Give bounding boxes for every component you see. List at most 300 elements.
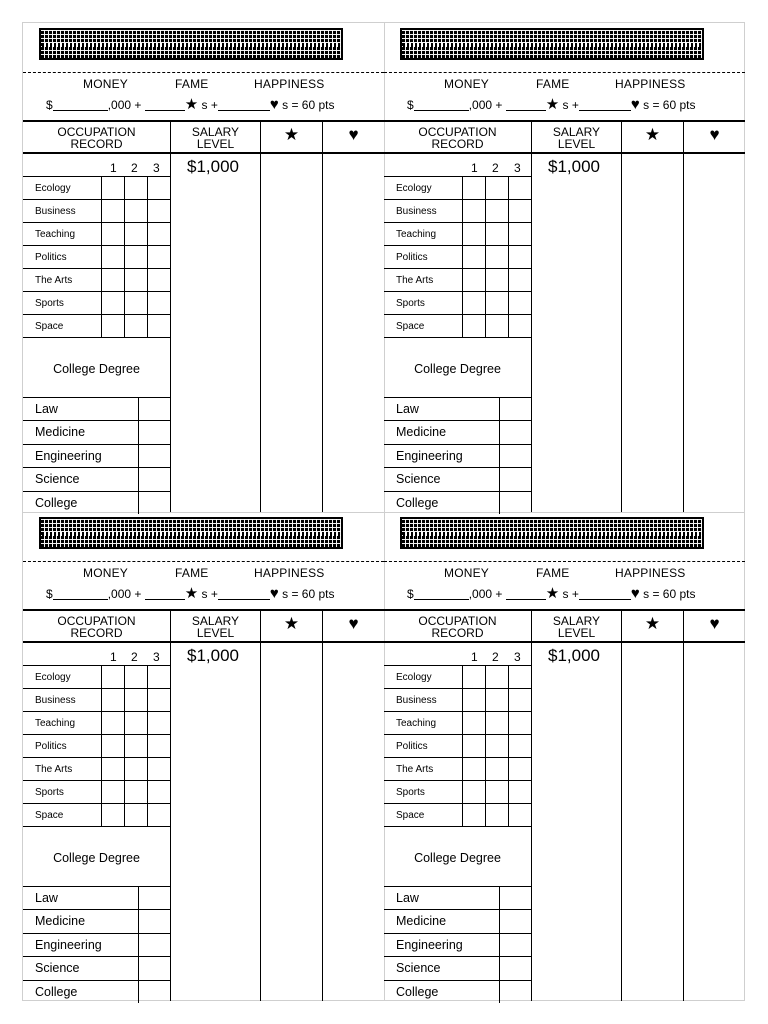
degree-row [23, 956, 170, 979]
degree-checkbox[interactable] [499, 981, 531, 1003]
star-column-header [621, 611, 683, 641]
occupation-row [384, 268, 531, 291]
experience-box-1[interactable] [462, 292, 485, 314]
degree-row [384, 491, 531, 514]
experience-box-2[interactable] [485, 315, 508, 337]
experience-box-1[interactable] [101, 689, 124, 711]
experience-box-1[interactable] [462, 735, 485, 757]
occupation-row [384, 222, 531, 245]
title-pattern-banner [400, 28, 704, 60]
fame-blank-field[interactable] [506, 99, 546, 111]
degree-row [384, 397, 531, 420]
table-body [23, 643, 384, 1001]
experience-box-2[interactable] [124, 758, 147, 780]
experience-box-2[interactable] [485, 246, 508, 268]
degree-name: College [396, 984, 439, 999]
degree-table [384, 397, 531, 514]
table-header-row [23, 120, 384, 154]
experience-box-3[interactable] [147, 246, 170, 268]
experience-box-3[interactable] [147, 315, 170, 337]
heart-icon: ♥ [709, 125, 720, 144]
occupation-name: Space [35, 810, 64, 821]
degree-row [384, 444, 531, 467]
occupation-name: Teaching [396, 718, 437, 729]
column-divider [621, 154, 622, 512]
experience-box-3[interactable] [508, 735, 531, 757]
experience-box-1[interactable] [462, 200, 485, 222]
occupation-name: The Arts [396, 764, 434, 775]
table-body [23, 154, 384, 512]
degree-name: Engineering [35, 448, 102, 463]
formula-heart-suffix: s = 60 pts [643, 98, 696, 112]
formula-money-suffix: ,000 + [107, 587, 142, 601]
experience-box-3[interactable] [508, 246, 531, 268]
college-degree-label: College Degree [53, 362, 140, 376]
column-number: 1 [110, 161, 117, 175]
experience-box-2[interactable] [124, 781, 147, 803]
occupation-row [384, 314, 531, 337]
occupation-row [384, 291, 531, 314]
experience-box-3[interactable] [147, 200, 170, 222]
formula-money-suffix: ,000 + [468, 98, 503, 112]
salary-level-label: SALARY LEVEL [191, 614, 240, 640]
money-blank-field[interactable] [414, 588, 469, 600]
heart-icon: ♥ [630, 96, 640, 113]
column-divider [322, 643, 323, 1001]
fame-label: FAME [536, 566, 570, 580]
occupation-row [23, 688, 170, 711]
degree-row [23, 909, 170, 932]
degree-name: Law [396, 891, 419, 905]
occupation-table-bottom-border [384, 826, 531, 827]
happiness-blank-field[interactable] [579, 588, 631, 600]
occupation-name: Space [396, 321, 425, 332]
degree-checkbox[interactable] [499, 421, 531, 443]
heart-icon: ♥ [269, 585, 279, 602]
experience-box-2[interactable] [124, 804, 147, 826]
degree-row [384, 886, 531, 909]
experience-box-3[interactable] [508, 223, 531, 245]
formula-dollar: $ [407, 587, 414, 601]
column-divider [531, 154, 532, 512]
column-number: 2 [131, 650, 138, 664]
degree-row [23, 397, 170, 420]
degree-name: Engineering [396, 937, 463, 952]
degree-name: Medicine [35, 914, 86, 929]
experience-box-3[interactable] [147, 223, 170, 245]
occupation-table-bottom-border [23, 337, 170, 338]
experience-box-2[interactable] [485, 269, 508, 291]
experience-box-3[interactable] [147, 758, 170, 780]
star-icon: ★ [283, 125, 300, 144]
experience-box-1[interactable] [101, 735, 124, 757]
experience-box-1[interactable] [101, 315, 124, 337]
fame-blank-field[interactable] [506, 588, 546, 600]
degree-name: College [396, 495, 439, 510]
degree-name: Law [396, 402, 419, 416]
fame-blank-field[interactable] [145, 99, 185, 111]
experience-box-1[interactable] [101, 804, 124, 826]
degree-row [23, 467, 170, 490]
experience-box-1[interactable] [462, 223, 485, 245]
success-formula [46, 95, 335, 113]
occupation-row [23, 803, 170, 826]
experience-box-2[interactable] [124, 200, 147, 222]
formula-dollar: $ [46, 98, 53, 112]
degree-name: Science [35, 961, 80, 976]
degree-checkbox[interactable] [499, 910, 531, 932]
star-icon: ★ [644, 125, 661, 144]
occupation-name: Business [396, 695, 437, 706]
experience-box-2[interactable] [124, 246, 147, 268]
experience-box-1[interactable] [101, 292, 124, 314]
happiness-blank-field[interactable] [218, 99, 270, 111]
occupation-name: Politics [35, 741, 67, 752]
salary-value: $1,000 [548, 157, 600, 176]
column-divider [170, 643, 171, 1001]
occupation-name: Politics [35, 252, 67, 263]
experience-box-3[interactable] [147, 781, 170, 803]
heart-icon: ♥ [269, 96, 279, 113]
salary-value: $1,000 [187, 157, 239, 176]
salary-level-label: SALARY LEVEL [552, 614, 601, 640]
formula-dollar: $ [407, 98, 414, 112]
occupation-name: Business [35, 206, 76, 217]
occupation-name: The Arts [35, 275, 73, 286]
degree-checkbox[interactable] [138, 910, 170, 932]
experience-box-1[interactable] [101, 758, 124, 780]
experience-box-1[interactable] [462, 269, 485, 291]
column-number: 2 [131, 161, 138, 175]
occupation-name: Ecology [396, 183, 432, 194]
column-divider [531, 643, 532, 1001]
table-body [384, 643, 745, 1001]
degree-name: College [35, 984, 78, 999]
salary-value: $1,000 [187, 646, 239, 665]
occupation-row [384, 199, 531, 222]
column-divider [322, 154, 323, 512]
occupation-name: Sports [396, 298, 425, 309]
experience-box-2[interactable] [485, 666, 508, 688]
occupation-row [384, 245, 531, 268]
money-label: MONEY [83, 77, 129, 91]
experience-box-1[interactable] [462, 177, 485, 199]
degree-checkbox[interactable] [499, 445, 531, 467]
formula-star-suffix: s + [201, 587, 218, 601]
occupation-row [23, 757, 170, 780]
experience-box-3[interactable] [147, 689, 170, 711]
column-number: 3 [153, 650, 160, 664]
experience-box-1[interactable] [462, 712, 485, 734]
star-icon: ★ [644, 614, 661, 633]
degree-checkbox[interactable] [138, 957, 170, 979]
experience-box-3[interactable] [508, 689, 531, 711]
heart-icon: ♥ [709, 614, 720, 633]
formula-star-suffix: s + [562, 98, 579, 112]
experience-box-3[interactable] [147, 804, 170, 826]
occupation-name: Sports [396, 787, 425, 798]
degree-row [384, 980, 531, 1003]
column-number: 1 [471, 161, 478, 175]
degree-checkbox[interactable] [499, 934, 531, 956]
experience-box-2[interactable] [124, 223, 147, 245]
degree-checkbox[interactable] [138, 468, 170, 490]
heart-icon: ♥ [348, 614, 359, 633]
cut-line-divider [384, 72, 745, 73]
degree-checkbox[interactable] [138, 981, 170, 1003]
star-column-header [260, 611, 322, 641]
degree-table [23, 886, 170, 1003]
occupation-name: The Arts [396, 275, 434, 286]
money-label: MONEY [444, 77, 490, 91]
column-number: 3 [514, 161, 521, 175]
table-body [384, 154, 745, 512]
salary-level-header [170, 611, 260, 641]
heart-column-header [683, 122, 745, 152]
heart-icon: ♥ [630, 585, 640, 602]
experience-box-2[interactable] [124, 735, 147, 757]
experience-box-1[interactable] [462, 246, 485, 268]
occupation-name: The Arts [35, 764, 73, 775]
experience-box-1[interactable] [101, 177, 124, 199]
occupation-record-label: OCCUPATION RECORD [418, 125, 497, 151]
cut-line-divider [23, 561, 384, 562]
experience-box-2[interactable] [485, 292, 508, 314]
degree-checkbox[interactable] [499, 957, 531, 979]
salary-value: $1,000 [548, 646, 600, 665]
money-blank-field[interactable] [53, 99, 108, 111]
experience-box-1[interactable] [462, 781, 485, 803]
salary-level-label: SALARY LEVEL [552, 125, 601, 151]
degree-checkbox[interactable] [499, 887, 531, 909]
experience-box-2[interactable] [485, 200, 508, 222]
fame-label: FAME [175, 77, 209, 91]
experience-box-2[interactable] [485, 177, 508, 199]
occupation-table [23, 154, 170, 338]
experience-box-2[interactable] [124, 666, 147, 688]
experience-box-1[interactable] [101, 269, 124, 291]
money-blank-field[interactable] [414, 99, 469, 111]
occupation-rows [23, 665, 170, 826]
fame-blank-field[interactable] [145, 588, 185, 600]
occupation-rows [384, 176, 531, 337]
college-degree-label: College Degree [53, 851, 140, 865]
occupation-name: Sports [35, 298, 64, 309]
degree-checkbox[interactable] [138, 887, 170, 909]
experience-box-1[interactable] [462, 315, 485, 337]
experience-box-2[interactable] [124, 712, 147, 734]
column-number: 2 [492, 161, 499, 175]
degree-name: Law [35, 891, 58, 905]
experience-box-2[interactable] [485, 758, 508, 780]
occupation-record-label: OCCUPATION RECORD [57, 614, 136, 640]
occupation-row [23, 314, 170, 337]
experience-box-3[interactable] [147, 269, 170, 291]
occupation-row [384, 757, 531, 780]
experience-box-2[interactable] [485, 781, 508, 803]
experience-box-3[interactable] [508, 666, 531, 688]
title-pattern-banner [39, 28, 343, 60]
occupation-record-header [23, 611, 170, 641]
formula-money-suffix: ,000 + [107, 98, 142, 112]
success-formula [407, 584, 696, 602]
degree-row [23, 980, 170, 1003]
column-numbers-row [23, 154, 170, 176]
happiness-blank-field[interactable] [579, 99, 631, 111]
column-divider [683, 643, 684, 1001]
degree-name: Science [396, 961, 441, 976]
experience-box-2[interactable] [485, 689, 508, 711]
degree-checkbox[interactable] [499, 398, 531, 420]
experience-box-2[interactable] [485, 712, 508, 734]
degree-table [384, 886, 531, 1003]
heart-column-header [322, 122, 384, 152]
experience-box-3[interactable] [508, 200, 531, 222]
degree-checkbox[interactable] [138, 445, 170, 467]
experience-box-1[interactable] [101, 781, 124, 803]
occupation-name: Space [35, 321, 64, 332]
experience-box-3[interactable] [508, 269, 531, 291]
column-number: 3 [514, 650, 521, 664]
degree-checkbox[interactable] [138, 492, 170, 514]
title-pattern-banner [39, 517, 343, 549]
column-divider [170, 154, 171, 512]
column-number: 1 [471, 650, 478, 664]
experience-box-3[interactable] [508, 804, 531, 826]
experience-box-1[interactable] [101, 712, 124, 734]
degree-row [384, 909, 531, 932]
fame-label: FAME [175, 566, 209, 580]
happiness-label: HAPPINESS [615, 566, 686, 580]
occupation-row [384, 734, 531, 757]
occupation-row [23, 268, 170, 291]
star-column-header [621, 122, 683, 152]
occupation-table-bottom-border [384, 337, 531, 338]
happiness-blank-field[interactable] [218, 588, 270, 600]
experience-box-1[interactable] [462, 804, 485, 826]
column-number: 2 [492, 650, 499, 664]
occupation-record-label: OCCUPATION RECORD [418, 614, 497, 640]
column-divider [260, 643, 261, 1001]
occupation-row [23, 222, 170, 245]
formula-star-suffix: s + [562, 587, 579, 601]
experience-box-2[interactable] [124, 689, 147, 711]
degree-row [23, 886, 170, 909]
fame-label: FAME [536, 77, 570, 91]
column-number: 1 [110, 650, 117, 664]
degree-row [384, 956, 531, 979]
experience-box-3[interactable] [508, 177, 531, 199]
occupation-rows [23, 176, 170, 337]
formula-heart-suffix: s = 60 pts [282, 587, 335, 601]
degree-row [23, 933, 170, 956]
experience-box-3[interactable] [508, 315, 531, 337]
experience-box-3[interactable] [147, 735, 170, 757]
star-icon: ★ [545, 585, 560, 602]
experience-box-1[interactable] [101, 200, 124, 222]
degree-checkbox[interactable] [138, 421, 170, 443]
degree-checkbox[interactable] [499, 492, 531, 514]
degree-row [23, 491, 170, 514]
column-numbers-row [23, 643, 170, 665]
experience-box-2[interactable] [485, 223, 508, 245]
occupation-name: Business [396, 206, 437, 217]
table-header-row [23, 609, 384, 643]
occupation-row [23, 199, 170, 222]
occupation-table-bottom-border [23, 826, 170, 827]
score-card-1 [23, 23, 385, 513]
experience-box-1[interactable] [101, 246, 124, 268]
occupation-row [384, 780, 531, 803]
degree-name: Engineering [396, 448, 463, 463]
experience-box-3[interactable] [508, 781, 531, 803]
experience-box-3[interactable] [508, 292, 531, 314]
happiness-label: HAPPINESS [254, 566, 325, 580]
occupation-record-header [384, 611, 531, 641]
occupation-name: Business [35, 695, 76, 706]
occupation-row [23, 245, 170, 268]
column-numbers-row [384, 643, 531, 665]
degree-checkbox[interactable] [138, 934, 170, 956]
heart-icon: ♥ [348, 125, 359, 144]
experience-box-2[interactable] [485, 735, 508, 757]
occupation-name: Ecology [35, 672, 71, 683]
experience-box-3[interactable] [147, 292, 170, 314]
occupation-row [23, 780, 170, 803]
salary-level-header [531, 122, 621, 152]
score-card-3 [23, 512, 385, 1001]
experience-box-3[interactable] [147, 712, 170, 734]
degree-table [23, 397, 170, 514]
experience-box-1[interactable] [462, 666, 485, 688]
table-header-row [384, 609, 745, 643]
experience-box-2[interactable] [124, 269, 147, 291]
occupation-row [23, 176, 170, 199]
experience-box-3[interactable] [147, 666, 170, 688]
salary-level-header [170, 122, 260, 152]
occupation-rows [384, 665, 531, 826]
experience-box-1[interactable] [462, 689, 485, 711]
experience-box-3[interactable] [508, 758, 531, 780]
experience-box-1[interactable] [101, 223, 124, 245]
formula-money-suffix: ,000 + [468, 587, 503, 601]
experience-box-3[interactable] [147, 177, 170, 199]
star-icon: ★ [545, 96, 560, 113]
occupation-row [384, 688, 531, 711]
occupation-name: Ecology [35, 183, 71, 194]
experience-box-2[interactable] [124, 177, 147, 199]
degree-checkbox[interactable] [499, 468, 531, 490]
table-header-row [384, 120, 745, 154]
experience-box-2[interactable] [485, 804, 508, 826]
experience-box-2[interactable] [124, 315, 147, 337]
degree-row [384, 420, 531, 443]
salary-level-header [531, 611, 621, 641]
experience-box-3[interactable] [508, 712, 531, 734]
degree-name: Engineering [35, 937, 102, 952]
money-blank-field[interactable] [53, 588, 108, 600]
experience-box-2[interactable] [124, 292, 147, 314]
occupation-name: Politics [396, 252, 428, 263]
experience-box-1[interactable] [462, 758, 485, 780]
column-divider [683, 154, 684, 512]
degree-checkbox[interactable] [138, 398, 170, 420]
formula-heart-suffix: s = 60 pts [282, 98, 335, 112]
experience-box-1[interactable] [101, 666, 124, 688]
degree-row [23, 420, 170, 443]
occupation-name: Ecology [396, 672, 432, 683]
formula-heart-suffix: s = 60 pts [643, 587, 696, 601]
